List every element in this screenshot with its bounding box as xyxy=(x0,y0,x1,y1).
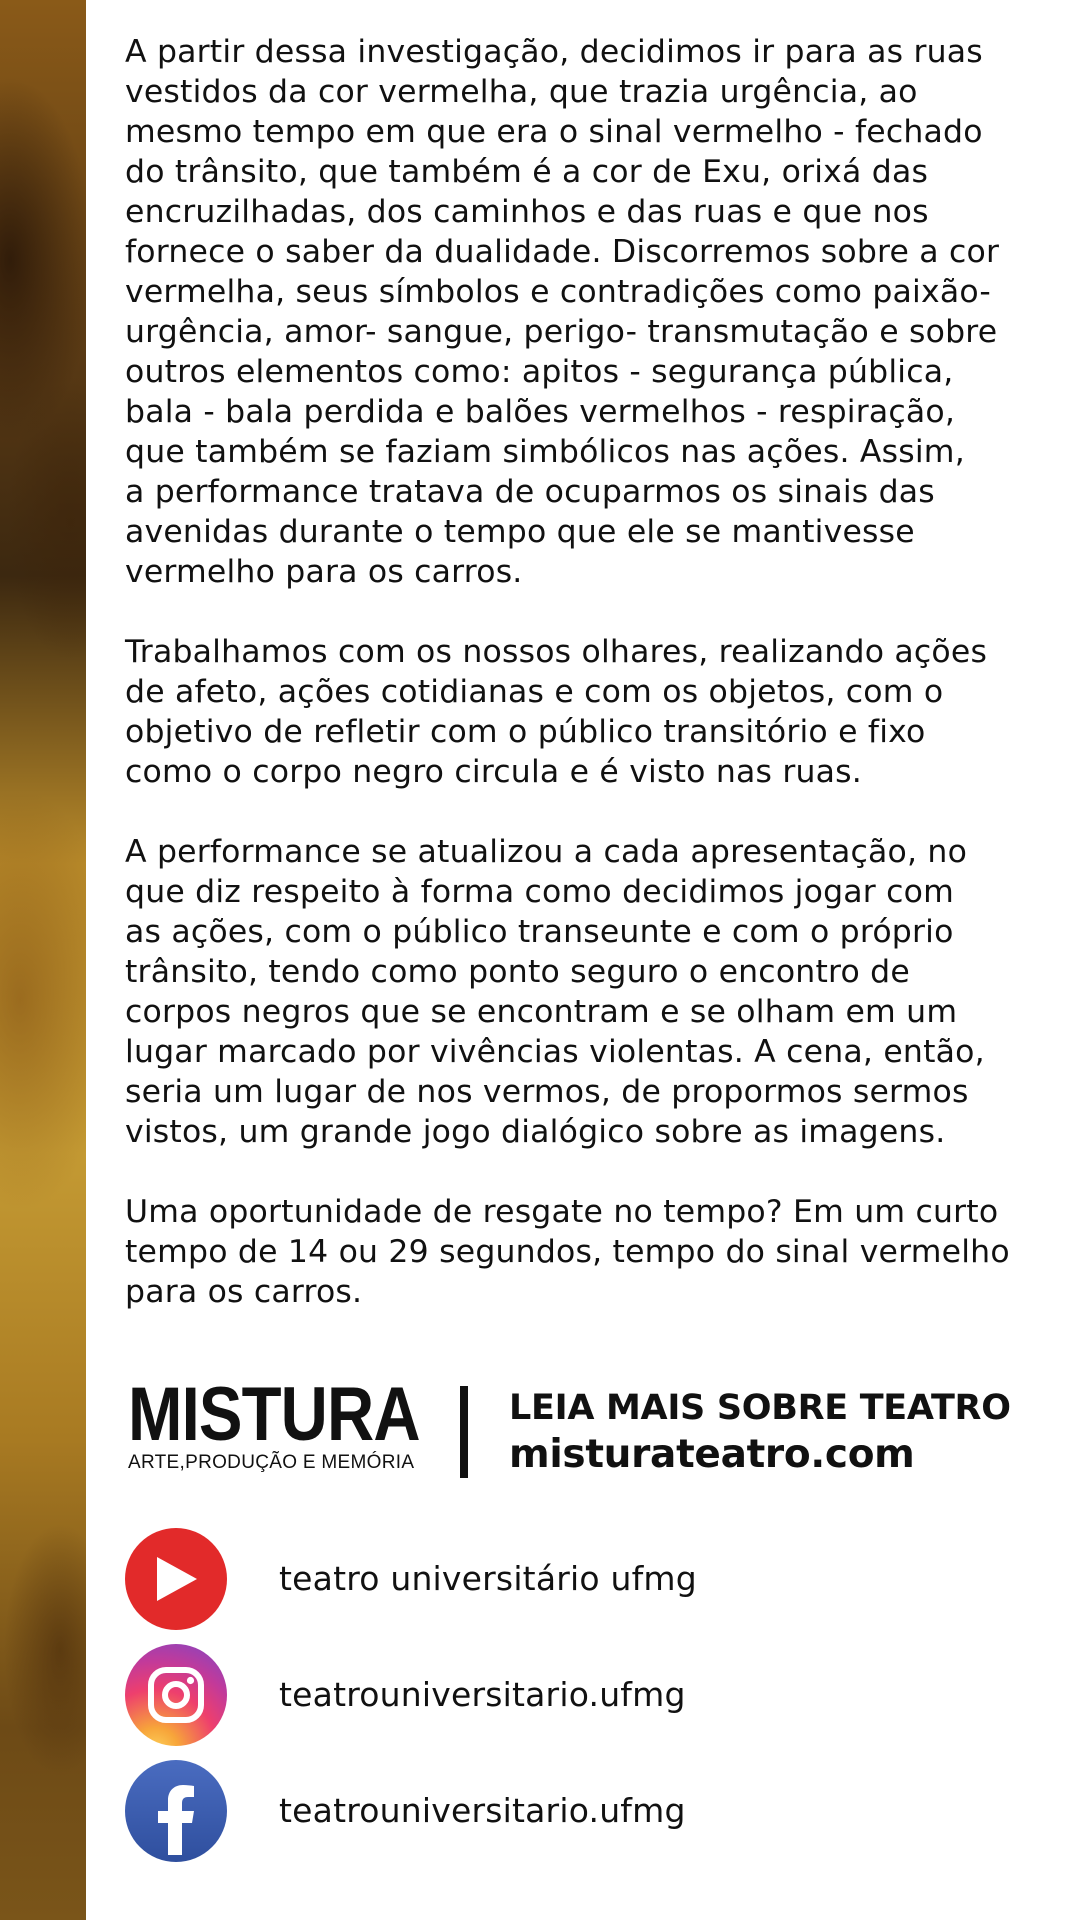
promo-text xyxy=(509,1386,1011,1480)
brand-name: MISTURA xyxy=(128,1372,420,1457)
promo-banner xyxy=(125,1372,1040,1490)
mistura-logo xyxy=(128,1372,467,1474)
article-body xyxy=(125,32,1040,1352)
facebook-label[interactable]: teatrouniversitario.ufmg xyxy=(279,1791,686,1830)
promo-heading: LEIA MAIS SOBRE TEATRO xyxy=(509,1388,1011,1428)
side-photo-strip xyxy=(0,0,86,1920)
instagram-icon[interactable] xyxy=(125,1644,227,1746)
promo-url-link[interactable]: misturateatro.com xyxy=(509,1432,915,1477)
article-paragraph: Uma oportunidade de resgate no tempo? Em um curto tempo de 14 ou 29 segundos, tempo do sinal vermelho para os carros. xyxy=(125,1194,1010,1310)
promo-divider xyxy=(460,1386,468,1478)
social-youtube[interactable] xyxy=(125,1527,1040,1631)
youtube-label[interactable]: teatro universitário ufmg xyxy=(279,1559,697,1598)
instagram-label[interactable]: teatrouniversitario.ufmg xyxy=(279,1675,686,1714)
youtube-icon[interactable] xyxy=(125,1528,227,1630)
social-facebook[interactable] xyxy=(125,1759,1040,1863)
article-paragraph: A partir dessa investigação, decidimos ir para as ruas vestidos da cor vermelha, que trazia urgência, ao mesmo tempo em que era o sinal vermelho - fechado do trânsito, que também é a cor de Exu, orixá das encruzilhadas, dos caminhos e das ruas e que nos fornece o saber da dualidade. Discorremos sobre a cor vermelha, seus símbolos e contradições como paixão- urgência, amor- sangue, perigo- transmutação e sobre outros elementos como: apitos - segurança pública, bala - bala perdida e balões vermelhos - respiração, que também se faziam simbólicos nas ações. Assim, a performance tratava de ocuparmos os sinais das avenidas durante o tempo que ele se mantivesse vermelho para os carros. xyxy=(125,34,1000,590)
brand-tagline: ARTE,PRODUÇÃO E MEMÓRIA xyxy=(128,1452,415,1473)
facebook-icon[interactable] xyxy=(125,1760,227,1862)
article-paragraph: Trabalhamos com os nossos olhares, realizando ações de afeto, ações cotidianas e com os objetos, com o objetivo de refletir com o público transitório e fixo como o corpo negro circula e é visto nas ruas. xyxy=(125,634,988,790)
social-instagram[interactable] xyxy=(125,1643,1040,1747)
article-paragraph: A performance se atualizou a cada apresentação, no que diz respeito à forma como decidimos jogar com as ações, com o público transeunte e com o próprio trânsito, tendo como ponto seguro o encontro de corpos negros que se encontram e se olham em um lugar marcado por vivências violentas. A cena, então, seria um lugar de nos vermos, de propormos sermos vistos, um grande jogo dialógico sobre as imagens. xyxy=(125,834,985,1150)
